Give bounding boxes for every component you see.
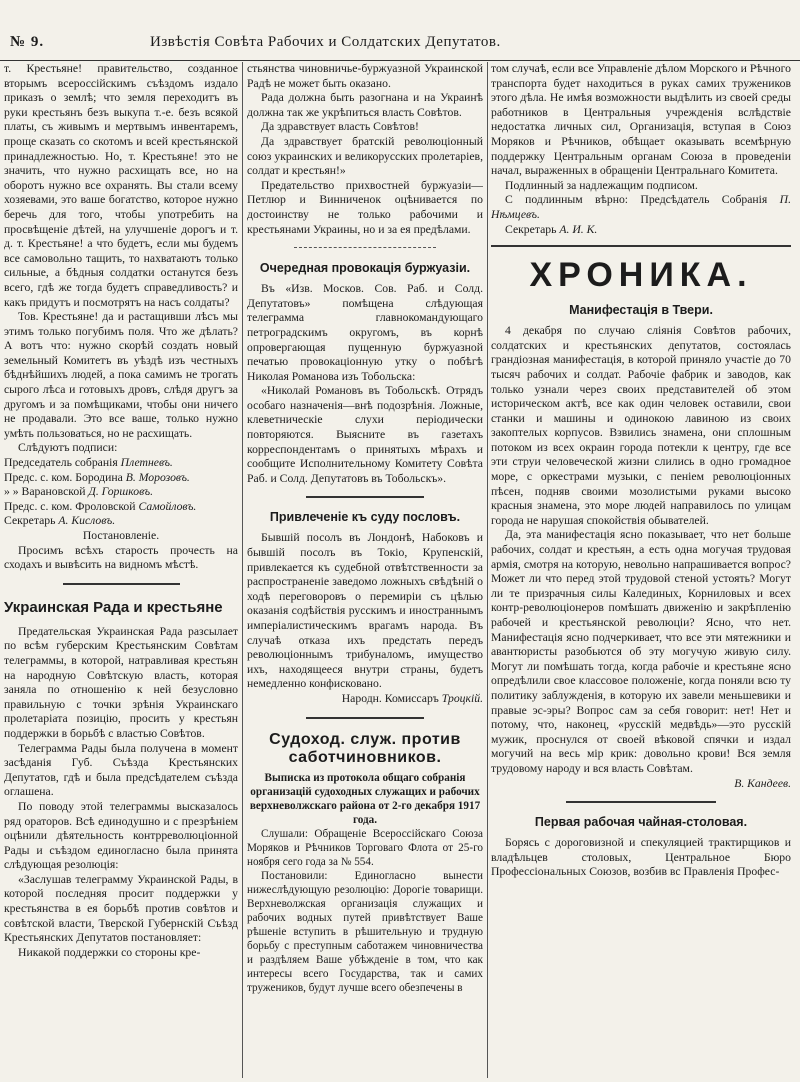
separator	[247, 243, 483, 253]
issue-number: № 9.	[10, 34, 45, 50]
column-rule	[487, 62, 488, 1078]
paragraph: Просимъ всѣхъ старость прочесть на сходахъ и вывѣсить на видномъ мѣстѣ.	[4, 543, 238, 572]
signature-line: Предс. с. ком. Бородина В. Морозовъ.	[4, 470, 190, 484]
column-left	[4, 62, 238, 1078]
paragraph: Тов. Крестьяне! да и растащивши лѣсъ мы этимъ только погубимъ поля. Что же дѣлать? А вотъ что: нужно скорѣй создать новый земельный Комитетъ въ уѣздѣ изъ честныхъ бѣднѣйшихъ людей, а пока самимъ не трогать сырого лѣса и готовыхъ дровъ, слѣдя другъ за другомъ и за помѣщиками, чтобы они ничего не продавали. Это все ваше, только нужно умѣть пользоваться, но не расхищать.	[4, 310, 238, 440]
article-heading: Украинская Рада и крестьяне	[4, 598, 223, 616]
signature-line: Предс. с. ком. Фроловской Самойловъ.	[4, 499, 197, 513]
paragraph: Да здравствует братскій революціонный союз украинских и великорусских пролетаріев, солдат и крестьян!»	[247, 134, 483, 178]
paragraph: Слушали: Обращеніе Всероссійскаго Союза Моряков и Рѣчников Торговаго Флота от 25-го ноября сего года за № 554.	[247, 827, 483, 868]
article-heading: Очередная провокація буржуазіи.	[259, 261, 471, 276]
paragraph: стьянства чиновничье-буржуазной Украинской Радѣ не может быть оказано.	[247, 62, 483, 90]
paragraph: Да здравствует власть Совѣтов!	[261, 120, 419, 134]
separator	[491, 797, 791, 807]
paragraph: Въ «Изв. Москов. Сов. Раб. и Солд. Депутатовъ» помѣщена слѣдующая телеграмма главнокомандующаго петроградскимъ округомъ, въ корнѣ опровергающая пущенную буржуазной печатью провокаціонную утку о побѣгѣ Николая Романова изъ Тобольска:	[247, 282, 483, 383]
column-right	[491, 62, 791, 1078]
article-subheading: Выписка из протокола общаго собранія организацій судоходных служащих и рабочих верхневолжскаго района от 2-го декабря 1917 года.	[249, 771, 481, 826]
paragraph: Бывшій посолъ въ Лондонѣ, Набоковъ и бывшій посолъ въ Токіо, Крупенскій, привлекается къ судебной отвѣтственности за распространеніе заведомо ложныхъ свѣдѣній о ходѣ переговоровъ о перемиріи съ цѣлью оказанія содѣйствія русскимъ и иностраннымъ имперіалистическимъ врагамъ народа. Въ случаѣ отказа ихъ предстать передъ революціоннымъ трибуналомъ, имущество ихъ, находящееся внутри страны, будетъ немедленно конфисковано.	[247, 531, 483, 691]
article-heading: Манифестація в Твери.	[569, 303, 713, 318]
page-header	[0, 0, 800, 61]
paragraph: Постановили: Единогласно вынести нижеслѣдующую резолюцію: Дорогіе товарищи. Верхневолжская организація служащих и рабочих водных путей привѣтствует Ваше рѣшеніе вступить в рѣшительную и трудную борьбу с преступным саботажем чиновничества и раздѣляем Ваше убѣжденіе в том, что как интересы всего Государства, так и самих тружеников, будут лучше всего обезпечены в	[247, 869, 483, 994]
column-rule	[242, 62, 243, 1078]
paragraph: Предательская Украинская Рада разсылает по всѣм губерским Крестьянским Совѣтам телеграммы, в которой, натравливая крестьян на народную Совѣтскую власть, которая заняла по отношенію к ней безусловно правильную с точки зрѣнія Украинскаго пролетаріата позицію, просить у крестьян поддержки в борьбѣ с властью Совѣтов.	[4, 624, 238, 740]
masthead: Извѣстія Совѣта Рабочих и Солдатских Депутатов.	[150, 34, 501, 50]
paragraph: Да, эта манифестація ясно показывает, что нет больше рабочих, солдат и крестьян, а есть одна могучая трудовая армія, смотря на которую, невольно напрашивается вопрос? Может ли что перед этой трудовой стеной устоять? Могут ли те призрачныя силы Калединых, Корниловых и всех контр-революціонеров помѣшать движенію и закрѣпленію рабочей и крестьянской революціи? Ясно, что нет. Манифестація ясно подчеркивает, что все эти мятежники и авантюристы разобьются об эту могучую живую силу. Могут ли помѣшать тогда, когда рабочіе и крестьяне ясно опредѣлили свое классовое положеніе, когда поняли всю ту политику заблужденія, в которую их завели меньшевики и правые эс-эры? Вопрос сам за себя говорит: нет! Нет и потому, что, наконец, «русскій медвѣдь»—это русскій мужик, проснулся от своей вѣковой спячки и издал могучий на весь мір крик: довольно крови! Вся земля трудовому народу и вся власть Совѣтам.	[491, 528, 791, 775]
article-heading: Привлеченіе къ суду пословъ.	[269, 510, 461, 525]
article-heading: Судоход. служ. против саботчиновников.	[269, 730, 461, 766]
paragraph: Рада должна быть разогнана и на Украинѣ должна так же укрѣпиться власть Совѣтов.	[247, 91, 483, 119]
signature-line: В. Кандеев.	[734, 776, 791, 790]
paragraph: Никакой поддержки со стороны кре-	[18, 945, 201, 959]
paragraph: 4 декабря по случаю сліянія Совѣтов рабочих, солдатских и крестьянских депутатов, состоялась грандіозная манифестація, в которой приняло участіе до 70 тысяч рабочих и солдат. Рабочіе фабрик и заводов, как только узнали через своих представителей об этом историческом актѣ, все как один человек оставили, свои станки и машины и одинокою лавиною из своих закоптелых корпусов. Взвились знамена, они сплошным потоком из всех окраин города потекли к центру, где все эти струи человеческой жизни слились в одно громадное море, с оркестрами музыки, с пеніем революціонных пѣсен, подняв своими мозолистыми руками высоко красныя знамена, это море людей направилось по улицам города не нарушая спокойствія обывателей.	[491, 324, 791, 527]
signature-line: Секретарь А. Кисловъ.	[4, 514, 116, 528]
signature-line: С подлинным вѣрно: Предсѣдатель Собранія П. Нѣмцевъ.	[491, 193, 791, 221]
article-heading: Первая рабочая чайная-столовая.	[534, 815, 748, 830]
signature-line: Председатель собранія Плетневъ.	[4, 456, 173, 470]
paragraph: По поводу этой телеграммы высказалось ряд ораторов. Всѣ единодушно и с презрѣніем оцѣнили дѣятельность контрреволюціонной Рады и съѣздом единогласно была принята слѣдующая резолюція:	[4, 799, 238, 872]
paragraph: «Заслушав телеграмму Украинской Рады, в которой последняя просит поддержки у крестьянства в ея борьбѣ против совѣтов и совѣтской власти, Тверской Губернскій Съѣзд Крестьянских Депутатов постановляет:	[4, 872, 238, 945]
paragraph: Борясь с дороговизной и спекуляцией трактирщиков и владѣльцев столовых, Центральное Бюро Профессіональных Союзов, возбив вс Правленія Профес-	[491, 836, 791, 879]
separator	[247, 492, 483, 502]
resolution-title: Постановленіе.	[82, 529, 160, 542]
paragraph: «Николай Романовъ въ Тобольскѣ. Отрядъ особаго назначенія—внѣ подозрѣнія. Ложные, клеветническіе слухи періодически повторяются. Выясните въ газетахъ корреспондентамъ о принятыхъ мѣрахъ и сообщите Исполнительному Комитету Совѣта Раб. и Солд. Депутатовъ въ Тобольскъ».	[247, 384, 483, 485]
paragraph: т. Крестьяне! правительство, созданное вторымъ всероссійскимъ съѣздомъ издало приказъ о землѣ; что земля переходитъ въ руки крестьянъ безъ выкупа т.-е. безъ всякой платы, съ живымъ и мертвымъ инвентаремъ, проще сказать со скотомъ и всей крестьянской принадлежностью. Но, т. Крестьяне! это не значить, что нужно расхищать все, но на оборотъ нужно все охранять. Вы стали всему хозяевами, это ваше богатство, которое нужно беречь для того, чтобы употребить на просвѣщеніе дѣтей, на улучшеніе дорогъ и т. д. т. Крестьяне! а что будетъ, если мы будемъ все самовольно тащить, то нахватаютъ только сильные, а бѣдныя солдатки останутся безъ всего, гдѣ же тогда будетъ справедливость? и какъ придутъ и посмотрятъ на насъ солдаты?	[4, 62, 238, 309]
paragraph: Телеграмма Рады была получена в момент засѣданія Губ. Съѣзда Крестьянских Депутатов, гдѣ и была предсѣдателем съѣзда оглашена.	[4, 741, 238, 799]
paragraph: Подлинный за надлежащим подписом.	[505, 178, 698, 192]
separator	[247, 713, 483, 723]
paragraph: том случаѣ, если все Управленіе дѣлом Морского и Рѣчного транспорта будет находиться в руках самих тружеников этого дѣла. Не имѣя возможности выдѣлить из своей среды работников в Центральныя учрежденія вслѣдствіе недостатка личных сил, Организація, вступая в Союз Моряков и Рѣчников, обѣщает оказывать всемѣрную поддержку Центральным органам Союза в проведеніи начал, выраженных в обращеніи Центральнаго Комитета.	[491, 62, 791, 178]
separator	[4, 579, 238, 589]
signatures-intro: Слѣдуютъ подписи:	[18, 441, 118, 455]
paragraph: Предательство прихвостней буржуазіи—Петлюр и Винниченок оцѣнивается по достоинству не только рабочими и крестьянами Украины, но и за ея предѣлами.	[247, 178, 483, 236]
signature-line: » » Варановской Д. Горшковъ.	[4, 485, 153, 499]
column-middle	[247, 62, 483, 1078]
signature-line: Народн. Комиссаръ Троцкій.	[341, 691, 483, 705]
section-title: ХРОНИКА.	[529, 256, 753, 295]
signature-line: Секретарь А. И. К.	[505, 222, 598, 236]
separator	[491, 245, 791, 247]
